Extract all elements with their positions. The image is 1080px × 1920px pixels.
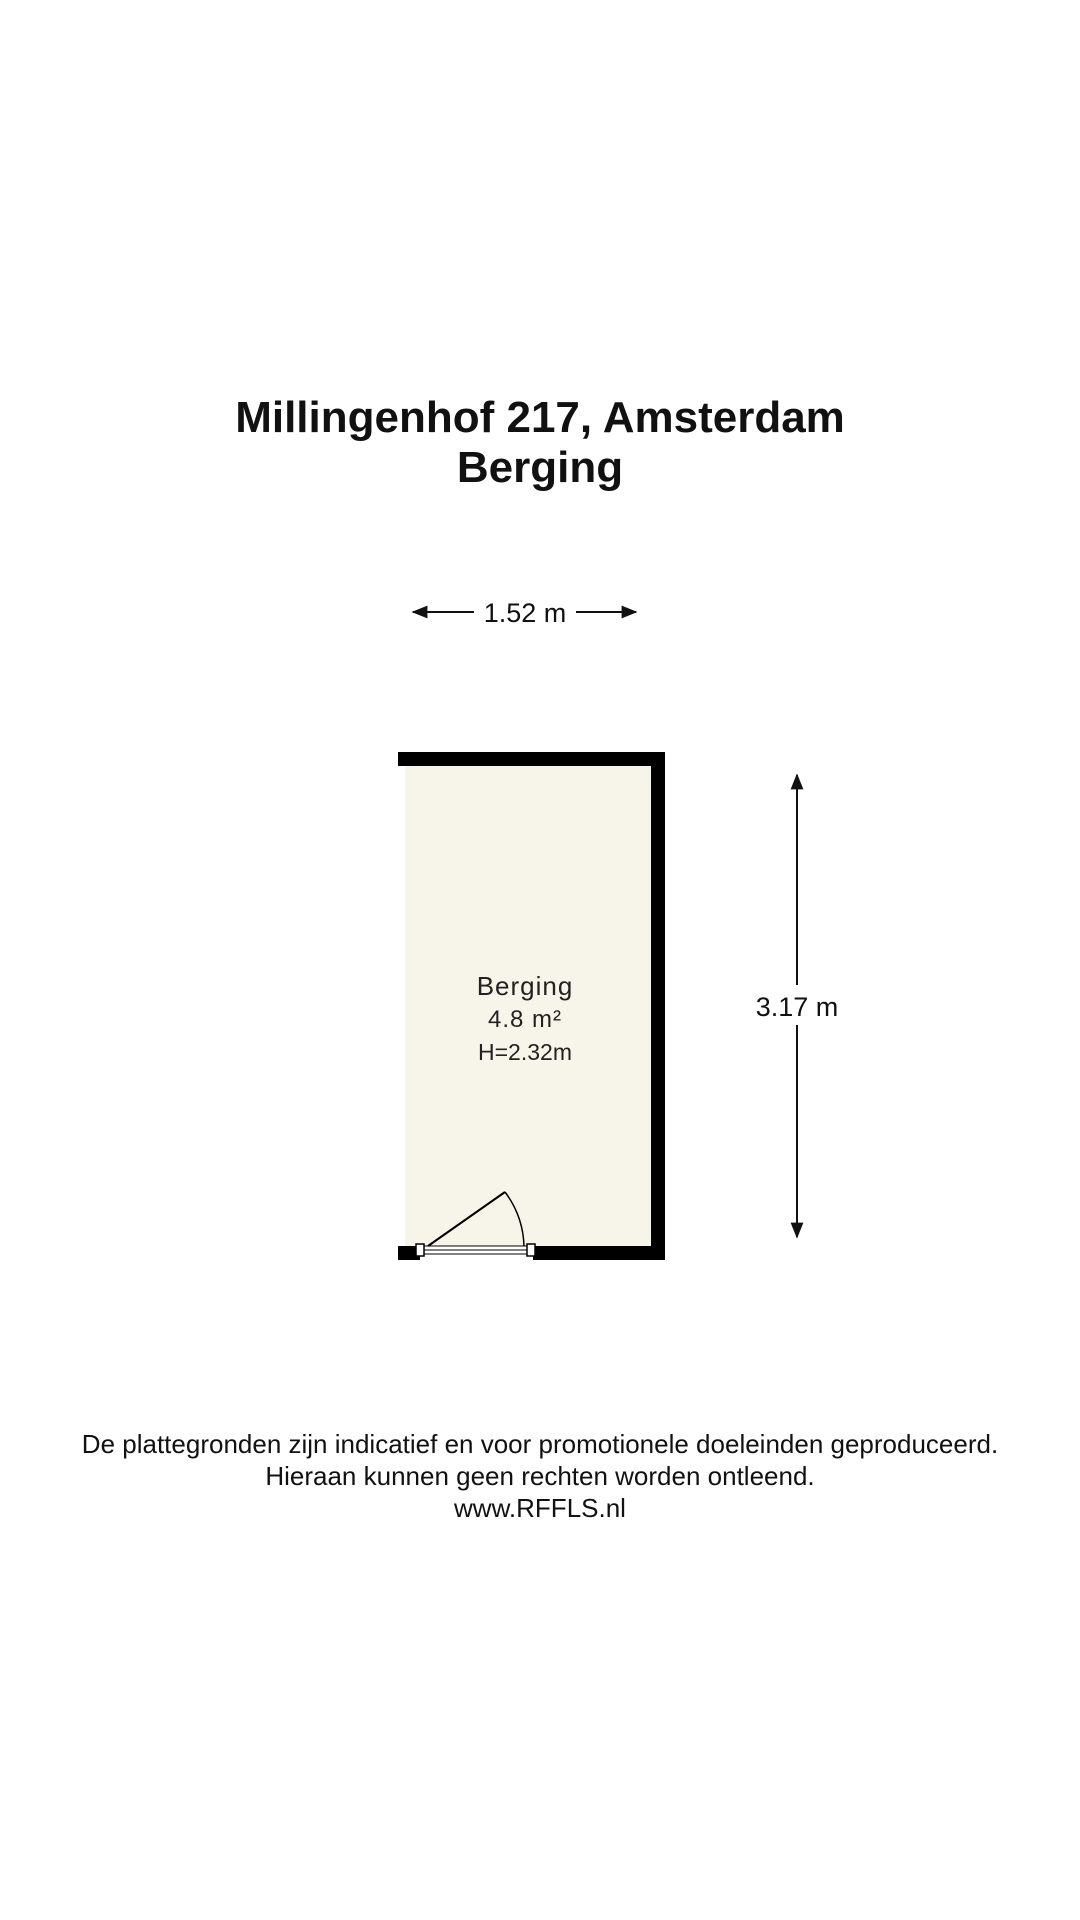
width-dimension-label: 1.52 m bbox=[483, 598, 567, 628]
height-dimension bbox=[756, 775, 839, 1237]
door-jamb-left bbox=[416, 1244, 424, 1256]
plan-subtitle: Berging bbox=[456, 443, 624, 492]
disclaimer-line-2: Hieraan kunnen geen rechten worden ontleend. bbox=[265, 1461, 815, 1491]
room-berging bbox=[398, 759, 658, 1256]
plan-title: Millingenhof 217, Amsterdam bbox=[235, 393, 845, 442]
room-name-label: Berging bbox=[476, 971, 574, 1001]
door-jamb-right bbox=[527, 1244, 535, 1256]
website-url: www.RFFLS.nl bbox=[454, 1493, 626, 1523]
disclaimer-line-1: De plattegronden zijn indicatief en voor promotionele doeleinden geproduceerd. bbox=[81, 1429, 999, 1459]
room-area-label: 4.8 m² bbox=[487, 1006, 563, 1033]
room-ceiling-height-label: H=2.32m bbox=[478, 1039, 572, 1065]
height-dimension-label: 3.17 m bbox=[755, 992, 839, 1022]
width-dimension bbox=[413, 598, 636, 628]
